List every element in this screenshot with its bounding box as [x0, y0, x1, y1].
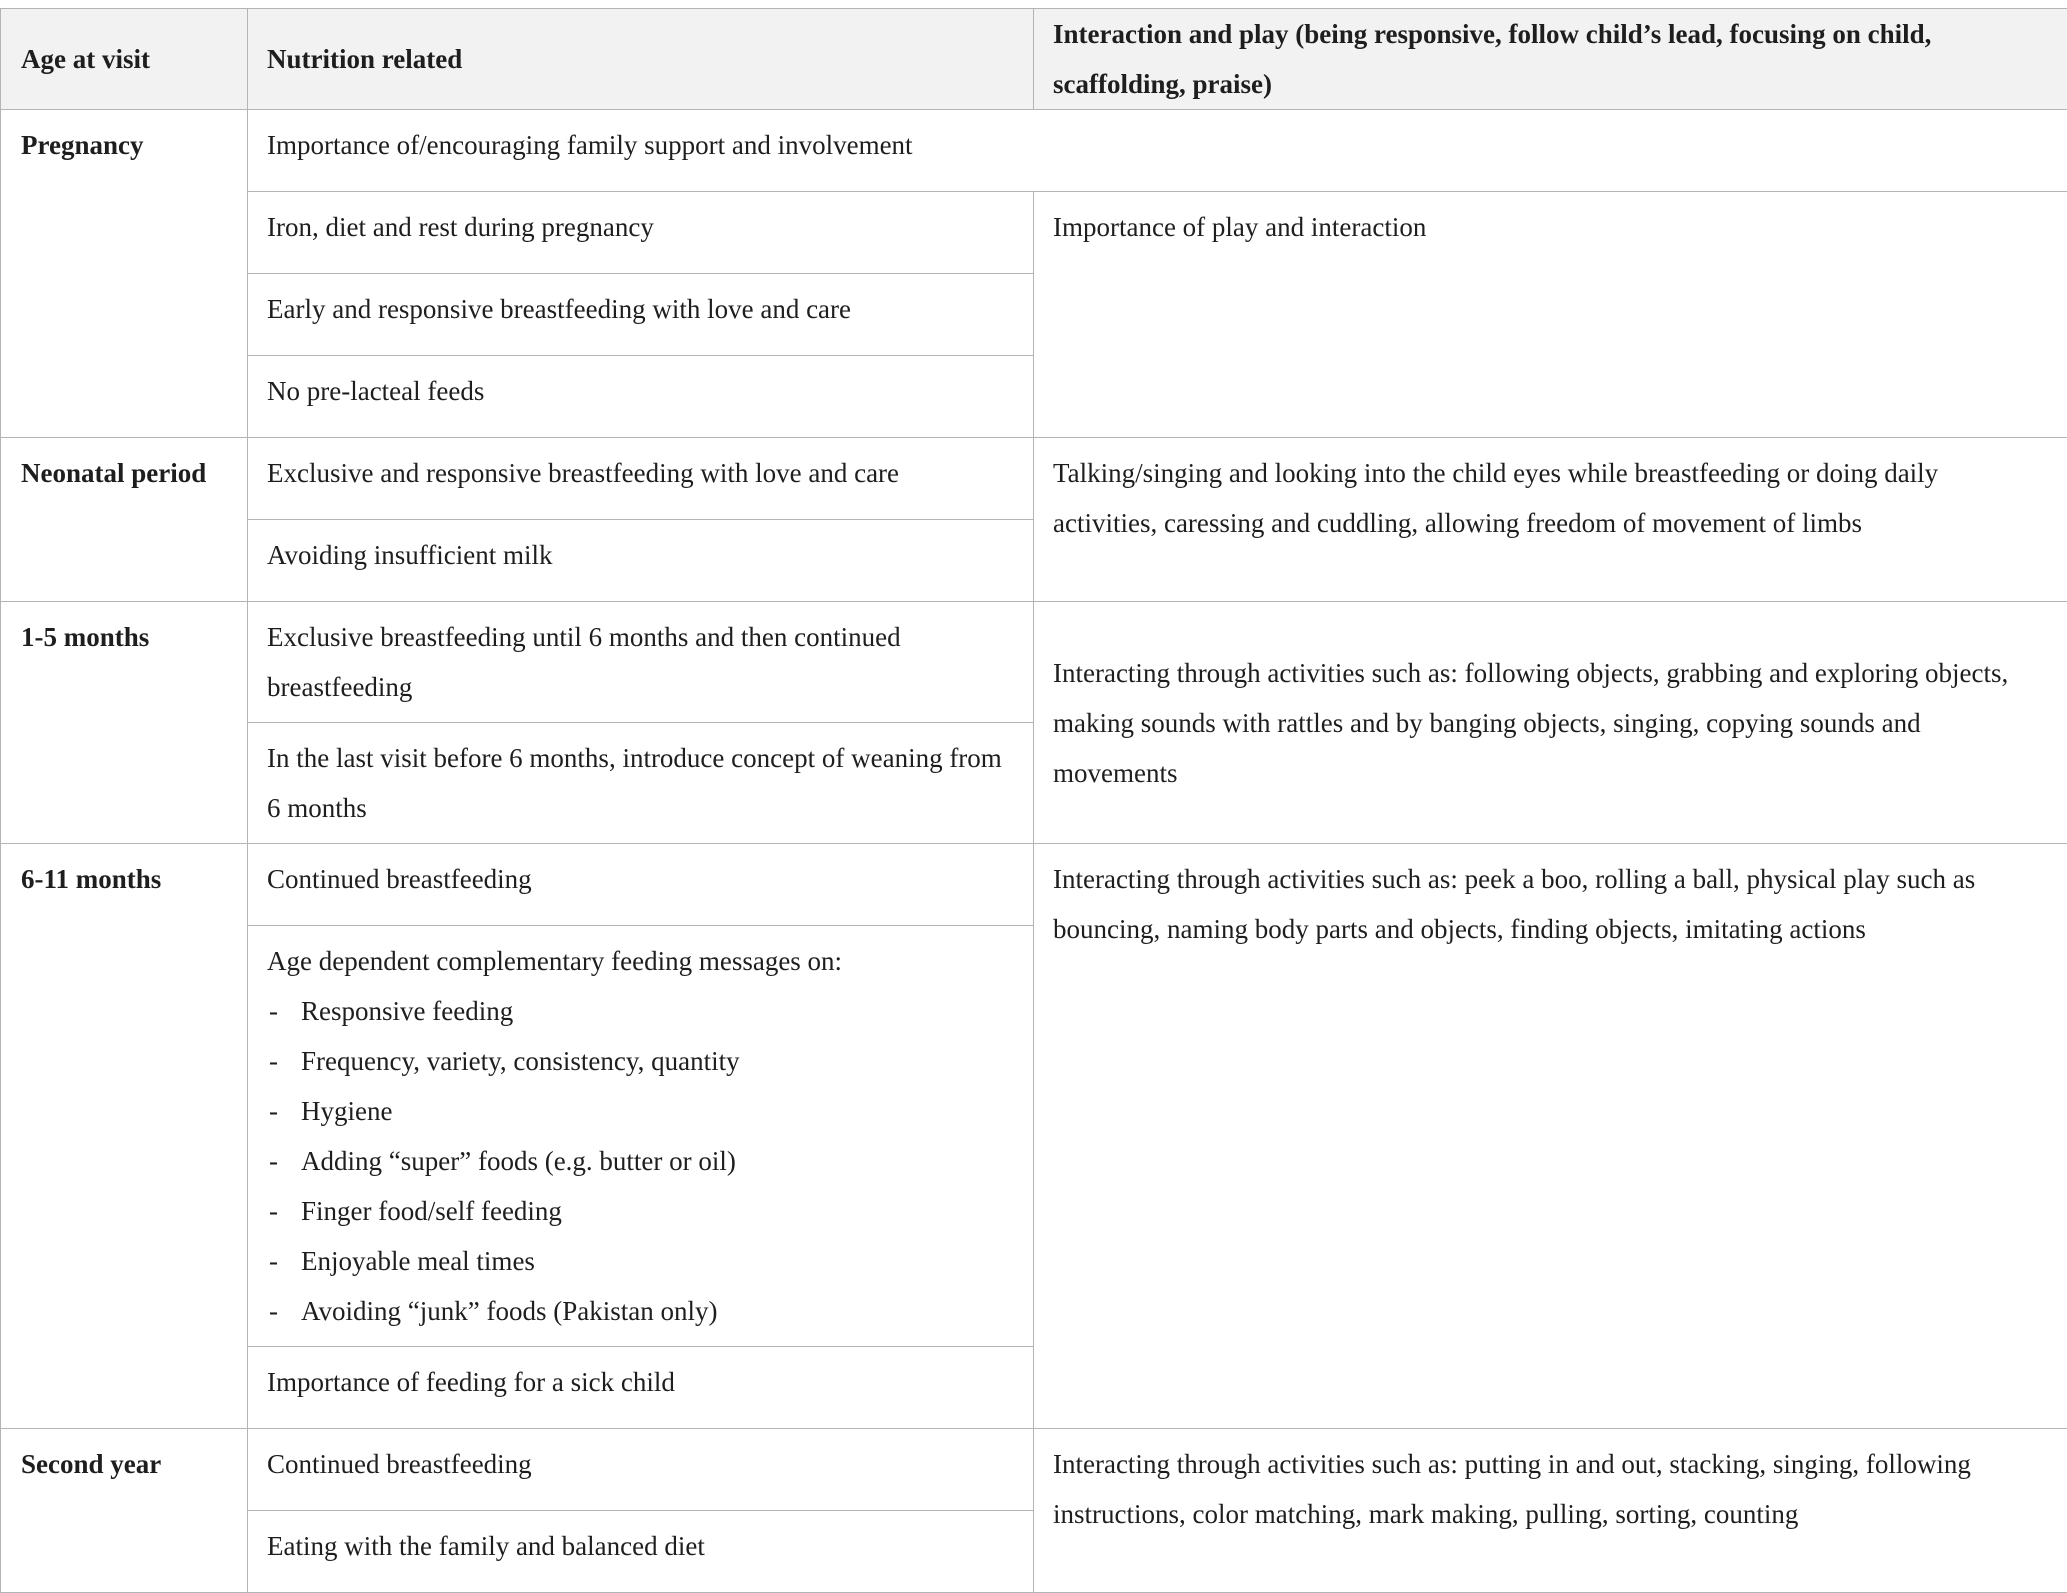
table-row — [1, 438, 2067, 520]
cell-nutrition: Importance of feeding for a sick child — [248, 1347, 1034, 1429]
complementary-feeding-list — [267, 986, 1014, 1336]
cell-nutrition: Eating with the family and balanced diet — [248, 1511, 1034, 1593]
table-row — [1, 602, 2067, 723]
list-item: - Finger food/self feeding — [267, 1186, 1014, 1236]
intervention-messages-table — [0, 8, 2067, 1593]
list-item: - Hygiene — [267, 1086, 1014, 1136]
header-interaction: Interaction and play (being responsive, follow child’s lead, focusing on child, scaffolding, praise) — [1034, 9, 2067, 110]
list-item: - Frequency, variety, consistency, quantity — [267, 1036, 1014, 1086]
header-row — [1, 9, 2067, 110]
cell-nutrition: Continued breastfeeding — [248, 844, 1034, 926]
cell-nutrition: In the last visit before 6 months, introduce concept of weaning from 6 months — [248, 723, 1034, 844]
table-row — [1, 1429, 2067, 1511]
list-item: - Responsive feeding — [267, 986, 1014, 1036]
age-1-5-months: 1-5 months — [1, 602, 248, 844]
cell-family-support: Importance of/encouraging family support and involvement — [248, 110, 2067, 192]
age-pregnancy: Pregnancy — [1, 110, 248, 438]
cell-nutrition: Continued breastfeeding — [248, 1429, 1034, 1511]
age-neonatal: Neonatal period — [1, 438, 248, 602]
age-second-year: Second year — [1, 1429, 248, 1593]
list-item: - Enjoyable meal times — [267, 1236, 1014, 1286]
cell-nutrition: Iron, diet and rest during pregnancy — [248, 192, 1034, 274]
table-container — [0, 8, 2067, 1593]
cell-play: Importance of play and interaction — [1034, 192, 2067, 438]
cell-play: Interacting through activities such as: putting in and out, stacking, singing, following instructions, color matching, mark making, pulling, sorting, counting — [1034, 1429, 2067, 1593]
cell-nutrition: Exclusive and responsive breastfeeding with love and care — [248, 438, 1034, 520]
cell-play: Talking/singing and looking into the child eyes while breastfeeding or doing daily activities, caressing and cuddling, allowing freedom of movement of limbs — [1034, 438, 2067, 602]
list-item: - Avoiding “junk” foods (Pakistan only) — [267, 1286, 1014, 1336]
table-row — [1, 192, 2067, 274]
cell-complementary-feeding — [248, 926, 1034, 1347]
cell-nutrition: Exclusive breastfeeding until 6 months and then continued breastfeeding — [248, 602, 1034, 723]
table-row — [1, 110, 2067, 192]
cell-play: Interacting through activities such as: peek a boo, rolling a ball, physical play such as bouncing, naming body parts and objects, finding objects, imitating actions — [1034, 844, 2067, 1429]
table-row — [1, 844, 2067, 926]
cell-nutrition: Early and responsive breastfeeding with love and care — [248, 274, 1034, 356]
cell-play: Interacting through activities such as: following objects, grabbing and exploring objects, making sounds with rattles and by banging objects, singing, copying sounds and movements — [1034, 602, 2067, 844]
complementary-feeding-intro: Age dependent complementary feeding messages on: — [267, 936, 1014, 986]
header-age: Age at visit — [1, 9, 248, 110]
header-nutrition: Nutrition related — [248, 9, 1034, 110]
cell-nutrition: Avoiding insufficient milk — [248, 520, 1034, 602]
age-6-11-months: 6-11 months — [1, 844, 248, 1429]
cell-nutrition: No pre-lacteal feeds — [248, 356, 1034, 438]
list-item: - Adding “super” foods (e.g. butter or oil) — [267, 1136, 1014, 1186]
